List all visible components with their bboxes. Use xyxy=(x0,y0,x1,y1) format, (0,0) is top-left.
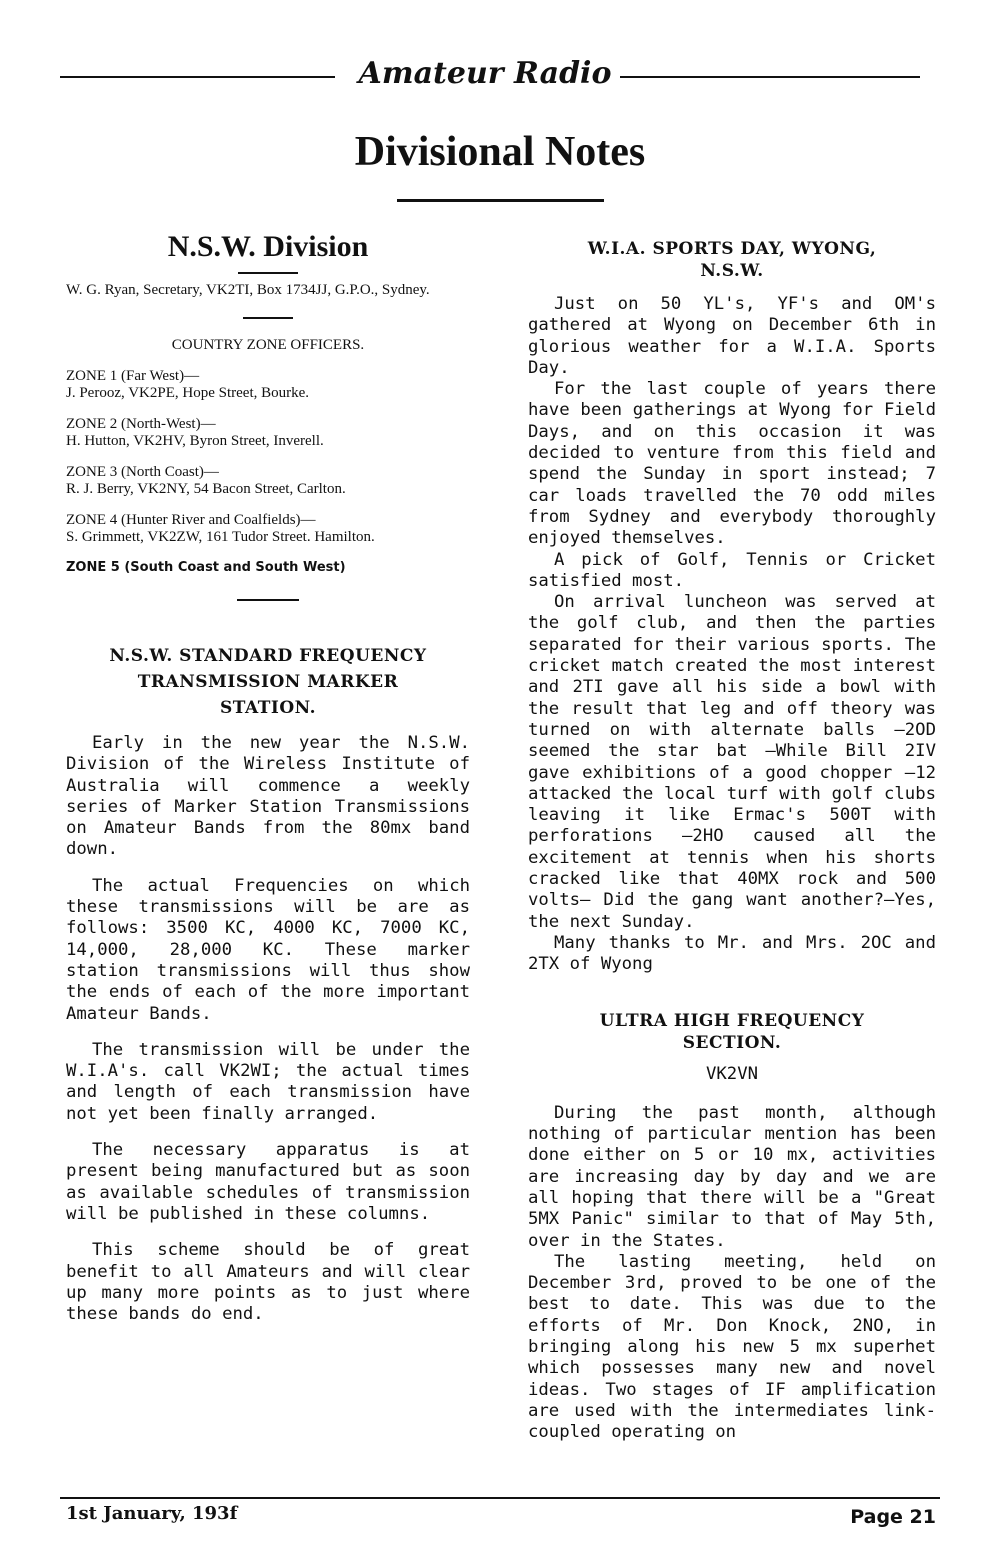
zone-label: ZONE 4 (Hunter River and Coalfields)— xyxy=(66,512,316,528)
footer-page-number: Page 21 xyxy=(850,1506,936,1528)
title-underline xyxy=(397,199,604,202)
divider xyxy=(237,599,299,601)
uhf-callsign: VK2VN xyxy=(705,1063,759,1084)
paragraph: The necessary apparatus is at present being manufactured but as soon as available schedules of transmission will be published in these columns. xyxy=(66,1140,470,1224)
heading-line: TRANSMISSION MARKER xyxy=(137,672,399,692)
paragraph: Just on 50 YL's, YF's and OM's gathered at Wyong on December 6th in glorious weather for a W.I.A. Sports Day. xyxy=(528,294,936,378)
heading-line: SECTION. xyxy=(682,1032,782,1053)
country-zone-heading: COUNTRY ZONE OFFICERS. xyxy=(171,337,365,353)
paragraph: The actual Frequencies on which these transmissions will be are as follows: 3500 KC, 4000 KC, 7000 KC, 14,000, 28,000 KC. These marker station transmissions will thus show the ends of each of the more important Amateur Bands. xyxy=(66,875,470,1024)
footer-date: 1st January, 193f xyxy=(66,1503,238,1524)
marker-station-body xyxy=(66,733,470,1325)
sports-day-body xyxy=(528,294,936,976)
paragraph: The lasting meeting, held on December 3rd, proved to be one of the best to date. This was due to the efforts of Mr. Don Knock, 2NO, in bringing along his new 5 mx superhet which possesses many new and novel ideas. Two stages of IF amplification are used with the intermediates link-coupled operating on xyxy=(528,1251,936,1443)
zone-officer: R. J. Berry, VK2NY, 54 Bacon Street, Carlton. xyxy=(66,481,346,497)
secretary-line: W. G. Ryan, Secretary, VK2TI, Box 1734JJ, G.P.O., Sydney. xyxy=(66,282,430,298)
uhf-body xyxy=(528,1103,936,1444)
sports-day-heading xyxy=(528,238,936,282)
zone-5-label: ZONE 5 (South Coast and South West) xyxy=(66,560,346,575)
right-column xyxy=(528,238,936,1444)
division-heading: N.S.W. Division xyxy=(167,230,369,263)
left-column xyxy=(66,230,470,1340)
paragraph: Many thanks to Mr. and Mrs. 2OC and 2TX of Wyong xyxy=(528,932,936,975)
paragraph: This scheme should be of great benefit to all Amateurs and will clear up many more points as to just where these bands do end. xyxy=(66,1240,470,1325)
paragraph: Early in the new year the N.S.W. Division of the Wireless Institute of Australia will commence a weekly series of Marker Station Transmissions on Amateur Bands from the 80mx band down. xyxy=(66,733,470,860)
heading-line: W.I.A. SPORTS DAY, WYONG, xyxy=(587,239,877,259)
paragraph: A pick of Golf, Tennis or Cricket satisfied most. xyxy=(528,549,936,591)
masthead-rule-left xyxy=(60,76,335,78)
paragraph: On arrival luncheon was served at the golf club, and then the parties separated for their various sports. The cricket match created the most interest and 2TI gave all his side a bowl with the result that leg and off theory was turned on with alternate balls —2OD seemed the star bat —While Bill 2IV gave exhibitions of a good chopper —12 attacked the local turf with golf clubs leaving it like Ermac's 500T with perforations —2HO caused all the excitement at tennis when his shorts cracked like that 40MX rock and 500 volts— Did the gang want another?—Yes, the next Sunday. xyxy=(528,592,936,932)
marker-station-heading xyxy=(66,643,470,721)
uhf-heading xyxy=(528,1010,936,1054)
zone-officer: J. Perooz, VK2PE, Hope Street, Bourke. xyxy=(66,385,310,401)
paragraph: The transmission will be under the W.I.A's. call VK2WI; the actual times and length of each transmission have not yet been finally arranged. xyxy=(66,1039,470,1124)
heading-line: STATION. xyxy=(219,698,317,718)
zone-entry xyxy=(66,464,470,498)
zone-label: ZONE 1 (Far West)— xyxy=(66,368,200,384)
zone-entry xyxy=(66,416,470,450)
heading-line: ULTRA HIGH FREQUENCY xyxy=(599,1010,865,1031)
divider xyxy=(243,317,293,319)
heading-line: N.S.W. STANDARD FREQUENCY xyxy=(109,646,427,666)
zone-officer: S. Grimmett, VK2ZW, 161 Tudor Street. Hamilton. xyxy=(66,529,375,545)
divider xyxy=(238,272,298,274)
zone-officer: H. Hutton, VK2HV, Byron Street, Inverell. xyxy=(66,433,324,449)
footer-rule xyxy=(60,1497,940,1499)
masthead-logo: Amateur Radio xyxy=(358,56,612,91)
masthead-rule-right xyxy=(620,76,920,78)
paragraph: For the last couple of years there have been gatherings at Wyong for Field Days, and on this occasion it was decided to venture from this field and spend the Sunday in sport instead; 7 car loads travelled the 70 odd miles from Sydney and everybody thoroughly enjoyed themselves. xyxy=(528,379,936,549)
heading-line: N.S.W. xyxy=(700,261,764,281)
page-title: Divisional Notes xyxy=(354,129,646,175)
paragraph: During the past month, although nothing of particular mention has been done either on 5 or 10 mx, activities are increasing day by day and we are all hoping that there will be a "Great 5MX Panic" similar to that of May 5th, over in the States. xyxy=(528,1102,936,1251)
zone-label: ZONE 2 (North-West)— xyxy=(66,416,216,432)
masthead xyxy=(60,58,920,98)
zone-entry xyxy=(66,512,470,546)
zone-label: ZONE 3 (North Coast)— xyxy=(66,464,219,480)
zone-entry xyxy=(66,368,470,402)
